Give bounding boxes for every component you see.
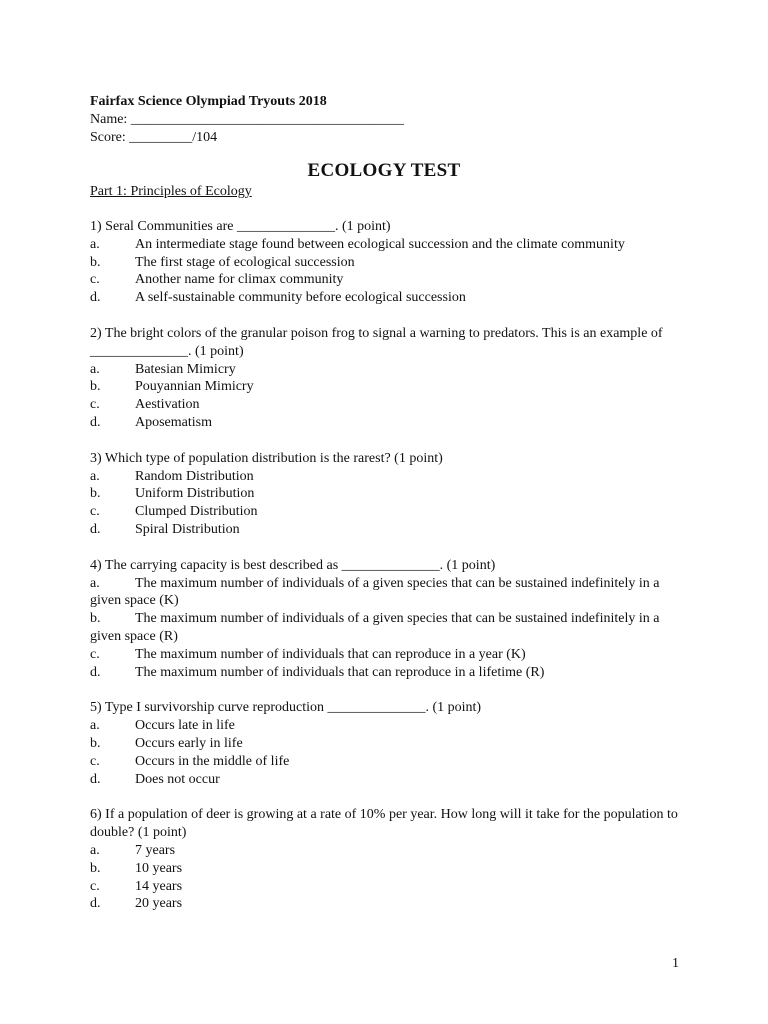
option-letter: d.	[90, 290, 101, 306]
question-list	[90, 218, 680, 931]
answer-option	[90, 842, 680, 860]
option-letter: b.	[90, 611, 101, 627]
answer-option	[90, 396, 680, 414]
option-text: Occurs early in life	[135, 735, 243, 751]
answer-option	[90, 236, 680, 254]
option-letter: a.	[90, 468, 100, 484]
question-text: 5) Type I survivorship curve reproduction ______________. (1 point)	[90, 700, 482, 716]
answer-option	[90, 254, 680, 272]
part-heading: Part 1: Principles of Ecology	[90, 184, 252, 199]
test-header	[90, 93, 404, 147]
answer-option	[90, 878, 680, 896]
option-letter: b.	[90, 254, 101, 270]
answer-option	[90, 753, 680, 771]
question-5	[90, 699, 680, 788]
option-letter: c.	[90, 753, 100, 769]
option-letter: c.	[90, 397, 100, 413]
option-letter: a.	[90, 236, 100, 252]
answer-option	[90, 485, 680, 503]
option-text: Uniform Distribution	[135, 486, 255, 502]
question-text: 3) Which type of population distribution is the rarest? (1 point)	[90, 450, 443, 466]
option-letter: d.	[90, 771, 101, 787]
school-title: Fairfax Science Olympiad Tryouts 2018	[90, 94, 327, 109]
answer-option	[90, 521, 680, 539]
option-text: Does not occur	[135, 771, 220, 787]
page-number: 1	[672, 956, 679, 971]
option-letter: b.	[90, 486, 101, 502]
option-text: Batesian Mimicry	[135, 361, 236, 377]
option-letter: b.	[90, 735, 101, 751]
question-4	[90, 557, 680, 682]
answer-option	[90, 361, 680, 379]
option-text: The maximum number of individuals of a given species that can be sustained indefinitely in a given space (K)	[90, 575, 660, 609]
question-text: 1) Seral Communities are ______________. (1 point)	[90, 219, 391, 234]
option-text: 20 years	[135, 896, 183, 912]
option-text: An intermediate stage found between ecological succession and the climate community	[135, 236, 625, 252]
answer-option	[90, 664, 680, 682]
answer-option	[90, 646, 680, 664]
answer-option	[90, 289, 680, 307]
test-title: ECOLOGY TEST	[307, 160, 461, 181]
answer-option	[90, 610, 680, 646]
option-letter: b.	[90, 379, 101, 395]
option-letter: a.	[90, 718, 100, 734]
option-text: The maximum number of individuals of a given species that can be sustained indefinitely in a given space (R)	[90, 611, 660, 644]
answer-option	[90, 735, 680, 753]
option-letter: c.	[90, 878, 100, 894]
option-text: The maximum number of individuals that can reproduce in a lifetime (R)	[135, 664, 545, 680]
question-6	[90, 806, 680, 913]
option-letter: c.	[90, 272, 100, 288]
option-letter: c.	[90, 504, 100, 520]
answer-option	[90, 414, 680, 432]
question-1	[90, 218, 680, 307]
answer-option	[90, 895, 680, 913]
option-text: The maximum number of individuals that can reproduce in a year (K)	[135, 646, 526, 662]
question-2	[90, 325, 680, 432]
question-text: 4) The carrying capacity is best described as ______________. (1 point)	[90, 557, 496, 573]
answer-option	[90, 468, 680, 486]
name-field-line: Name: _______________________________________	[90, 112, 404, 127]
option-text: 10 years	[135, 860, 183, 876]
option-text: The first stage of ecological succession	[135, 254, 355, 270]
option-letter: c.	[90, 646, 100, 662]
option-text: 7 years	[135, 842, 176, 858]
option-text: Another name for climax community	[135, 272, 344, 288]
option-letter: d.	[90, 414, 101, 430]
option-text: Pouyannian Mimicry	[135, 379, 254, 395]
question-text: 6) If a population of deer is growing at a rate of 10% per year. How long will it take for the population to double? (1 point)	[90, 807, 678, 841]
option-letter: a.	[90, 361, 100, 377]
option-letter: a.	[90, 842, 100, 858]
option-text: Aestivation	[135, 397, 200, 413]
answer-option	[90, 771, 680, 789]
option-text: Occurs late in life	[135, 718, 235, 734]
score-field-line: Score: _________/104	[90, 130, 218, 145]
option-text: Aposematism	[135, 414, 212, 430]
option-letter: b.	[90, 860, 101, 876]
answer-option	[90, 271, 680, 289]
option-letter: d.	[90, 521, 101, 537]
answer-option	[90, 717, 680, 735]
answer-option	[90, 503, 680, 521]
answer-option	[90, 575, 680, 611]
answer-option	[90, 860, 680, 878]
option-text: Clumped Distribution	[135, 504, 258, 520]
option-text: Spiral Distribution	[135, 521, 240, 537]
option-text: Random Distribution	[135, 468, 254, 484]
option-text: 14 years	[135, 878, 183, 894]
question-3	[90, 450, 680, 539]
option-text: Occurs in the middle of life	[135, 753, 290, 769]
option-letter: d.	[90, 664, 101, 680]
option-letter: d.	[90, 896, 101, 912]
answer-option	[90, 378, 680, 396]
question-text: 2) The bright colors of the granular poison frog to signal a warning to predators. This is an example of ______________. (1 point)	[90, 325, 663, 359]
option-letter: a.	[90, 575, 100, 591]
option-text: A self-sustainable community before ecological succession	[135, 290, 466, 306]
